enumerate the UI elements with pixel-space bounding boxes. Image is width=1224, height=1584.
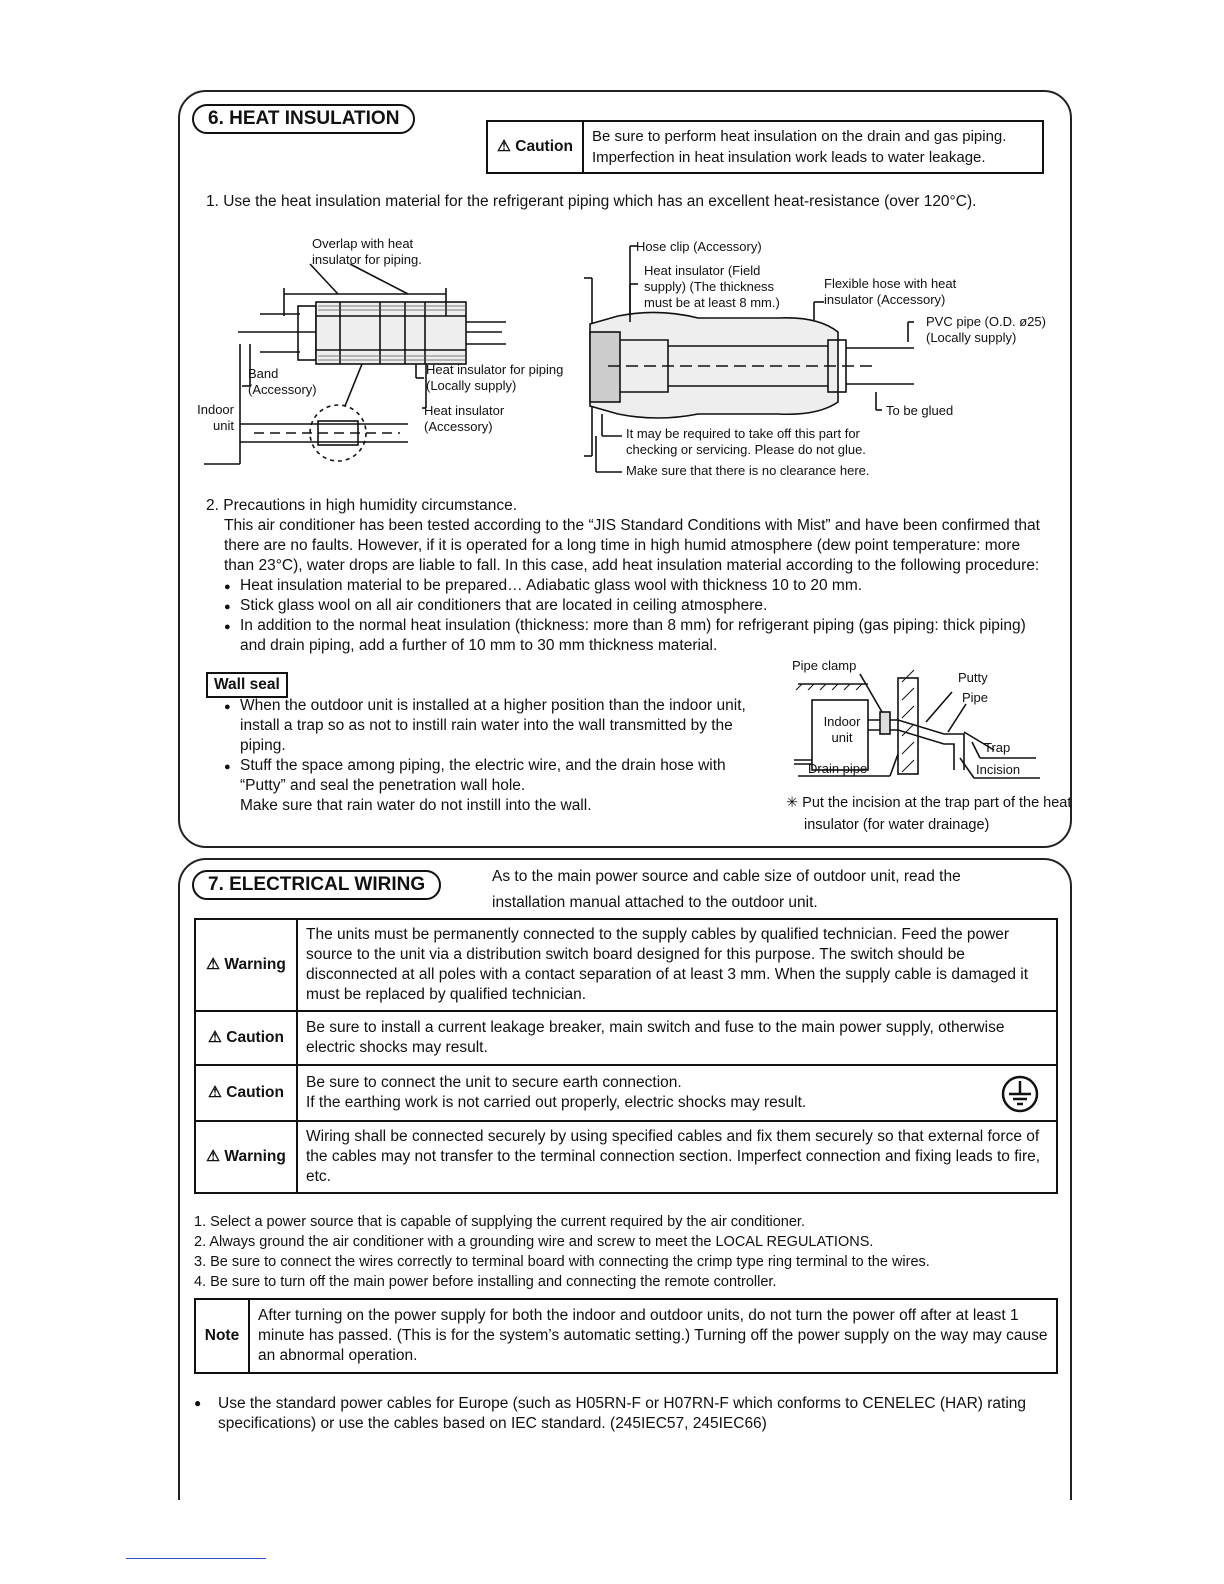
label-trap: Trap [984, 740, 1011, 755]
note-text: After turning on the power supply for both the indoor and outdoor units, do not turn the power off after at least 1 minute has passed. (This is for the system’s automatic setting.) Turning off the power supply on the way may cause an abnormal operation. [249, 1299, 1057, 1373]
row-2-label: Caution [226, 1029, 284, 1046]
label-heat-insulator-piping: Heat insulator for piping (Locally supply) [426, 362, 564, 393]
step-item: 1. Select a power source that is capable of supplying the current required by the air conditioner. [194, 1214, 805, 1230]
label-flexible-hose: Flexible hose with heat insulator (Accessory) [824, 276, 957, 307]
label-heat-insulator-field: Heat insulator (Field supply) (The thickness must be at least 8 mm.) [644, 263, 780, 310]
step-item: 3. Be sure to connect the wires correctly to terminal board with connecting the crimp type ring terminal to the wires. [194, 1254, 930, 1270]
wall-seal-extra: Make sure that rain water do not instill into the wall. [240, 797, 592, 814]
label-drain-pipe: Drain pipe [808, 761, 868, 776]
row-3-text-1: Be sure to connect the unit to secure earth connection. [306, 1074, 682, 1091]
label-incision: Incision [976, 762, 1021, 777]
wall-seal-bullet-2: ● Stuff the space among piping, the electric wire, and the drain hose with “Putty” and seal the penetration wall hole. [240, 756, 760, 796]
final-bullet-dot: ● [194, 1396, 202, 1410]
section-7-steps [194, 1212, 1054, 1292]
section-6-title: 6. HEAT INSULATION [192, 104, 415, 134]
label-hose-clip: Hose clip (Accessory) [636, 239, 762, 254]
row-3-label-cell [195, 1065, 297, 1121]
label-to-be-glued: To be glued [886, 403, 954, 418]
step-2-bullet-2: ● Stick glass wool on all air conditioners that are located in ceiling atmosphere. [240, 596, 1054, 616]
row-3-text-2: If the earthing work is not carried out properly, electric shocks may result. [306, 1094, 807, 1111]
label-no-clearance: Make sure that there is no clearance here. [626, 463, 870, 478]
row-1-label: Warning [224, 956, 286, 973]
label-band: Band (Accessory) [248, 366, 317, 397]
row-1-label-cell [195, 919, 297, 1011]
label-take-off: It may be required to take off this part for checking or servicing. Please do not glue. [626, 426, 866, 457]
warning-triangle-icon: ⚠ [208, 1029, 222, 1046]
note-box [194, 1298, 1058, 1374]
warning-triangle-icon: ⚠ [497, 138, 511, 155]
final-bullet: Use the standard power cables for Europe (such as H05RN-F or H07RN-F which conforms to CENELEC (HAR) rating specifications) or use the cables based on IEC standard. (245IEC57, 245IEC66) [218, 1395, 1027, 1432]
step-2-text: This air conditioner has been tested according to the “JIS Standard Conditions with Mist” and have been confirmed that there are no faults. However, if it is operated for a long time in high humid atmosphere (dew point temperature: more than 23°C), water drops are liable to fall. In this case, add heat insulation material according to the following procedure: [224, 517, 1040, 574]
wall-seal-note: ✳ Put the incision at the trap part of the heat insulator (for water drainage) [786, 795, 1072, 833]
warning-triangle-icon: ⚠ [208, 1084, 222, 1101]
caution-label: Caution [515, 138, 573, 155]
row-2-text: Be sure to install a current leakage breaker, main switch and fuse to the main power supply, otherwise electric shocks may result. [297, 1011, 1057, 1065]
label-overlap: Overlap with heat insulator for piping. [312, 236, 422, 267]
label-indoor-unit-wall: Indoor unit [823, 714, 861, 745]
section-7-intro: As to the main power source and cable size of outdoor unit, read the installation manual attached to the outdoor unit. [492, 868, 961, 911]
label-pipe: Pipe [962, 690, 989, 705]
row-2-label-cell [195, 1011, 297, 1065]
step-1: 1. Use the heat insulation material for the refrigerant piping which has an excellent heat-resistance (over 120°C). [206, 193, 977, 210]
section-6-caution-box [486, 120, 1044, 174]
row-4-text: Wiring shall be connected securely by using specified cables and fix them securely so that external force of the cables may not transfer to the terminal connection section. Imperfect connection and fixing leads to fire, etc. [297, 1121, 1057, 1193]
row-3-cell [297, 1065, 1057, 1121]
wall-seal-title: Wall seal [206, 672, 288, 698]
row-3-label: Caution [226, 1084, 284, 1101]
footer-rule [126, 1558, 266, 1559]
caution-text: Be sure to perform heat insulation on the drain and gas piping. Imperfection in heat insulation work leads to water leakage. [583, 121, 1043, 173]
step-item: 2. Always ground the air conditioner with a grounding wire and screw to meet the LOCAL REGULATIONS. [194, 1234, 874, 1250]
label-putty: Putty [958, 670, 988, 685]
step-2-bullet-1: ● Heat insulation material to be prepared… Adiabatic glass wool with thickness 10 to 20 mm. [240, 576, 1054, 596]
label-pipe-clamp: Pipe clamp [792, 658, 857, 673]
caution-label-cell [487, 121, 583, 173]
warning-triangle-icon: ⚠ [206, 1148, 221, 1165]
section-7-warning-table [194, 918, 1058, 1194]
earth-ground-icon [1000, 1074, 1040, 1114]
row-4-label: Warning [224, 1148, 286, 1165]
step-2-bullet-3: ● In addition to the normal heat insulation (thickness: more than 8 mm) for refrigerant piping (gas piping: thick piping) and drain piping, add a further of 10 mm to 30 mm thickness material. [240, 616, 1054, 656]
note-label: Note [195, 1299, 249, 1373]
row-1-text: The units must be permanently connected to the supply cables by qualified technician. Feed the power source to the unit via a distribution switch board designed for this purpose. The switch should be disconnected at all poles with a contact separation of at least 3 mm. When the supply cable is damaged it must be replaced by qualified technician. [297, 919, 1057, 1011]
step-item: 4. Be sure to turn off the main power before installing and connecting the remote controller. [194, 1274, 777, 1290]
warning-triangle-icon: ⚠ [206, 956, 221, 973]
section-7-title: 7. ELECTRICAL WIRING [192, 870, 441, 900]
wall-seal-bullet-1: ● When the outdoor unit is installed at a higher position than the indoor unit, install a trap so as not to instill rain water into the wall transmitted by the piping. [240, 696, 760, 756]
label-indoor-unit: Indoor unit [197, 402, 234, 433]
pipe-insulation-figure [190, 236, 580, 472]
step-2-title: 2. Precautions in high humidity circumstance. [206, 497, 518, 514]
row-4-label-cell [195, 1121, 297, 1193]
label-pvc-pipe: PVC pipe (O.D. ø25) (Locally supply) [926, 314, 1046, 345]
label-heat-insulator-acc: Heat insulator (Accessory) [424, 403, 505, 434]
